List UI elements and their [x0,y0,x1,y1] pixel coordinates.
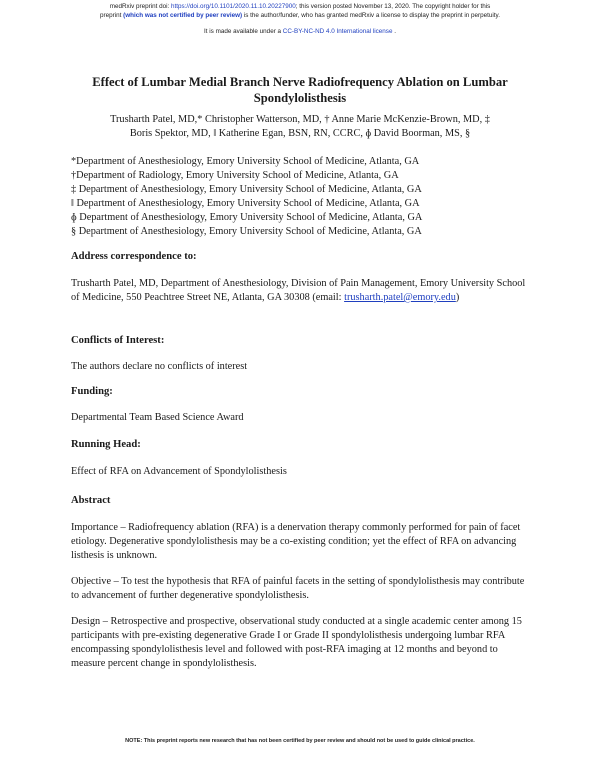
affiliation: †Department of Radiology, Emory University School of Medicine, Atlanta, GA [71,169,399,181]
conflicts-heading: Conflicts of Interest: [71,335,165,346]
abstract-design: Design – Retrospective and prospective, observational study conducted at a single academic center among 15 participants with pre-existing degenerative Grade I or Grade II spondylolisthesis undergoing lumbar RFA encompassing spondylolisthesis level and followed with post-RFA imaging at 12 months and beyond to measure percent change in spondylolisthesis. [71,616,522,669]
header-text: It is made available under a [204,28,283,35]
paper-title: Effect of Lumbar Medial Branch Nerve Radiofrequency Ablation on Lumbar Spondylolisthesis [92,75,508,105]
affiliation: ǁ Department of Anesthesiology, Emory University School of Medicine, Atlanta, GA [71,197,420,209]
affiliations [71,155,551,238]
address-heading: Address correspondence to: [71,251,197,262]
address-end: ) [455,291,460,303]
doi-link[interactable]: https://doi.org/10.1101/2020.11.10.20227900 [170,3,296,10]
funding-heading: Funding: [71,386,113,397]
license-line [0,28,600,37]
funding-text: Departmental Team Based Science Award [71,412,244,423]
header-text: medRxiv preprint doi: [109,3,171,10]
running-head-heading: Running Head: [71,439,141,450]
peer-review-note: (which was not certified by peer review) [123,11,243,19]
preprint-footer-note: NOTE: This preprint reports new research that has not been certified by peer review and should not be used to guide clinical practice. [125,738,475,744]
affiliation: *Department of Anesthesiology, Emory University School of Medicine, Atlanta, GA [71,156,420,167]
affiliation: ‡ Department of Anesthesiology, Emory University School of Medicine, Atlanta, GA [71,183,422,195]
header-text: ; this version posted November 13, 2020. The copyright holder for this [295,3,491,10]
author-list [40,113,560,141]
conflicts-text: The authors declare no conflicts of interest [71,361,248,372]
running-head-text: Effect of RFA on Advancement of Spondylolisthesis [71,466,287,477]
preprint-header [0,3,600,20]
abstract-importance: Importance – Radiofrequency ablation (RFA) is a denervation therapy commonly performed for pain of facet etiology. Degenerative spondylolisthesis may be a co-existing condition; yet the effect of RFA on advancing listhesis is unknown. [71,522,521,561]
header-text: . [392,28,396,35]
author-line: Trusharth Patel, MD,* Christopher Watterson, MD, † Anne Marie McKenzie-Brown, MD, ‡ [110,114,490,125]
header-text: is the author/funder, who has granted medRxiv a license to display the preprint in perpetuity. [242,11,500,19]
affiliation: § Department of Anesthesiology, Emory University School of Medicine, Atlanta, GA [71,225,422,237]
abstract-objective: Objective – To test the hypothesis that RFA of painful facets in the setting of spondylolisthesis may contribute to advancement of further degenerative spondylolisthesis. [71,576,525,601]
license-link[interactable]: CC-BY-NC-ND 4.0 International license [282,28,393,35]
header-text: preprint [100,11,124,19]
affiliation: ɸ Department of Anesthesiology, Emory University School of Medicine, Atlanta, GA [71,211,423,223]
address-text [71,277,533,305]
author-line: Boris Spektor, MD, ǁ Katherine Egan, BSN, RN, CCRC, ɸ David Boorman, MS, § [129,127,471,139]
address-body: Trusharth Patel, MD, Department of Anesthesiology, Division of Pain Management, Emory University School of Medicine, 550 Peachtree Street NE, Atlanta, GA 30308 (email: [71,278,526,303]
abstract-heading: Abstract [71,495,111,506]
email-link[interactable]: trusharth.patel@emory.edu [344,291,456,303]
